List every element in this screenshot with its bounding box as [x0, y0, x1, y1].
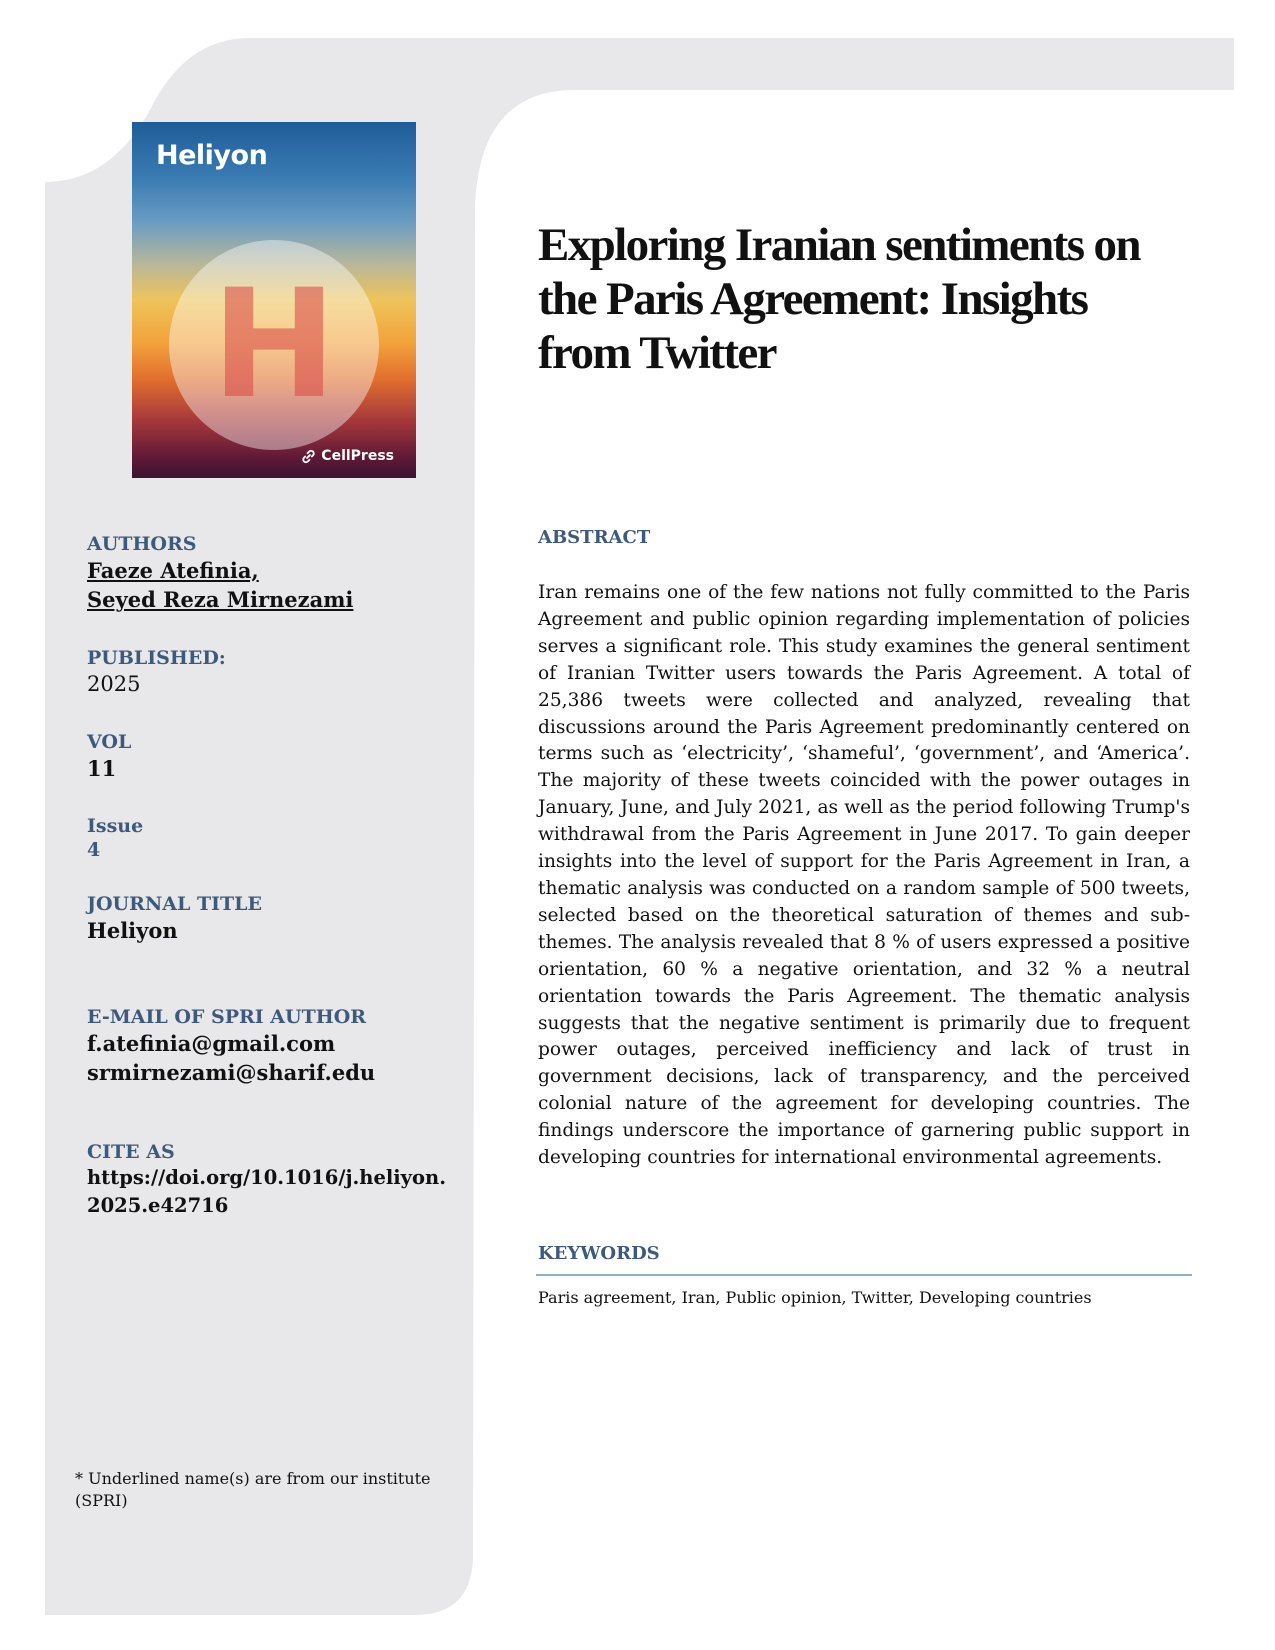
cover-publisher-label: CellPress — [321, 448, 394, 464]
email-label: E-MAIL OF SPRI AUTHOR — [87, 1006, 367, 1028]
published-label: PUBLISHED: — [87, 647, 226, 669]
journal-title-label: JOURNAL TITLE — [87, 893, 262, 915]
author-link[interactable]: Seyed Reza Mirnezami — [87, 587, 354, 612]
abstract-label: ABSTRACT — [538, 527, 651, 548]
cover-logo-letter: H — [211, 258, 337, 432]
volume-value: 11 — [87, 756, 117, 781]
journal-cover-image — [132, 122, 416, 478]
volume-label: VOL — [87, 731, 132, 753]
doi-link-continued[interactable]: 2025.e42716 — [87, 1194, 229, 1217]
published-year: 2025 — [87, 672, 141, 696]
keywords-divider — [536, 1274, 1192, 1276]
keywords-label: KEYWORDS — [538, 1243, 660, 1264]
link-icon — [301, 449, 316, 464]
article-title: Exploring Iranian sentiments on the Paris Agreement: Insights from Twitter — [538, 219, 1140, 379]
institute-footnote: * Underlined name(s) are from our institute (SPRI) — [75, 1469, 431, 1510]
cover-journal-name: Heliyon — [156, 140, 268, 171]
email-link[interactable]: f.atefinia@gmail.com — [87, 1031, 336, 1056]
authors-section — [87, 532, 477, 614]
cite-section — [87, 1140, 477, 1220]
email-link[interactable]: srmirnezami@sharif.edu — [87, 1060, 376, 1085]
doi-link[interactable]: https://doi.org/10.1016/j.heliyon. — [87, 1166, 446, 1189]
keywords-text: Paris agreement, Iran, Public opinion, Twitter, Developing countries — [538, 1288, 1092, 1307]
issue-section — [87, 814, 477, 862]
authors-list — [87, 556, 477, 614]
abstract-text: Iran remains one of the few nations not fully committed to the Paris Agreement and public opinion regarding implementation of policies serves a significant role. This study examines the general sentiment of Iranian Twitter users towards the Paris Agreement. A total of 25,386 tweets were collected and analyzed, revealing that discussions around the Paris Agreement predominantly centered on terms such as ‘electricity’, ‘shameful’, ‘government’, and ‘America’. The majority of these tweets coincided with the power outages in January, June, and July 2021, as well as the period following Trump's withdrawal from the Paris Agreement in June 2017. To gain deeper insights into the level of support for the Paris Agreement in Iran, a thematic analysis was conducted on a random sample of 500 tweets, selected based on the theoretical saturation of themes and sub-themes. The analysis revealed that 8 % of users expressed a positive orientation, 60 % a negative orientation, and 32 % a neutral orientation towards the Paris Agreement. The thematic analysis suggests that the negative sentiment is primarily due to frequent power outages, perceived inefficiency and lack of trust in government decisions, lack of transparency, and the perceived colonial nature of the agreement for developing countries. The findings underscore the importance of garnering public support in developing countries for international environmental agreements. — [538, 582, 1190, 1169]
cover-publisher — [301, 448, 394, 464]
cite-label: CITE AS — [87, 1141, 175, 1163]
authors-label: AUTHORS — [87, 533, 197, 555]
published-section — [87, 646, 477, 699]
issue-value: 4 — [87, 839, 101, 861]
author-link[interactable]: Faeze Atefinia, — [87, 558, 259, 583]
issue-label: Issue — [87, 815, 144, 837]
email-section — [87, 1005, 477, 1087]
journal-title-value: Heliyon — [87, 918, 178, 943]
journal-section — [87, 892, 477, 945]
volume-section — [87, 730, 477, 783]
